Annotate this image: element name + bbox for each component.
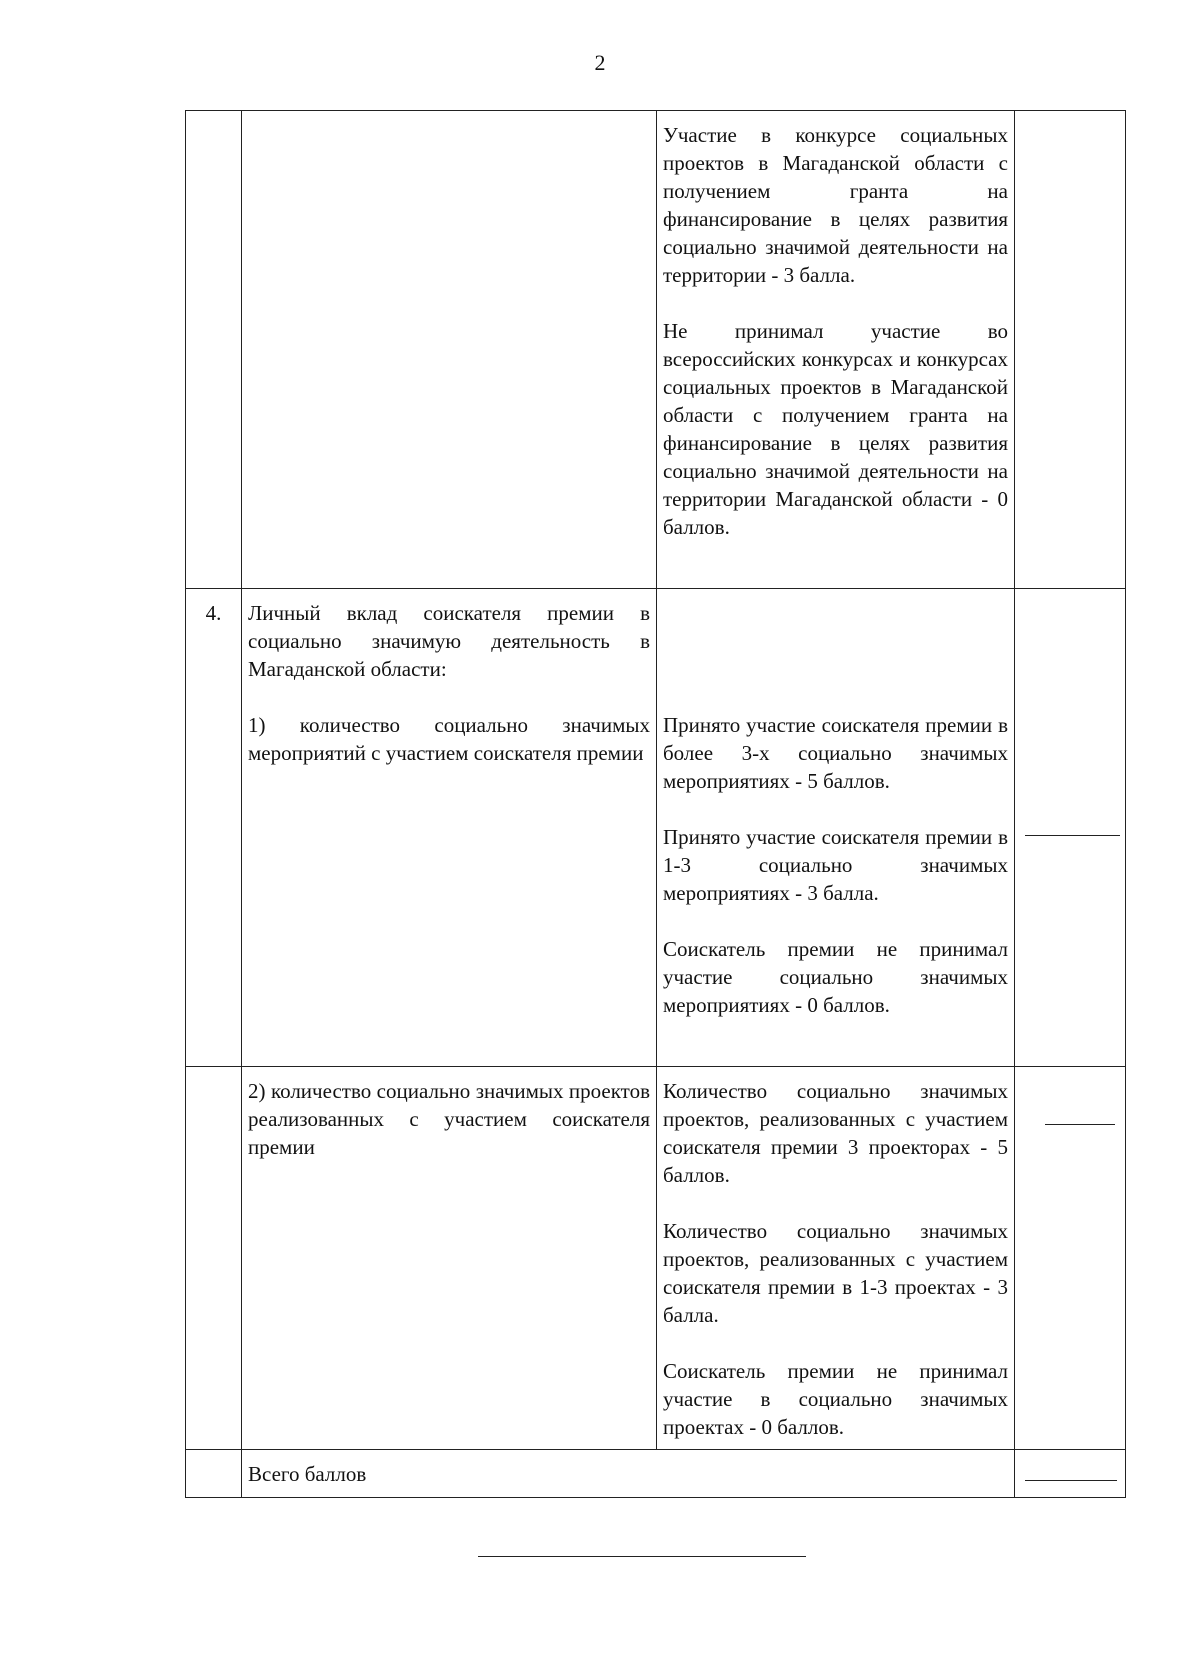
score-option: Соискатель премии не принимал участие в социально значимых проектах - 0 баллов. — [663, 1359, 1008, 1439]
row-number-cell — [186, 1450, 242, 1498]
criterion-cell — [242, 1067, 657, 1450]
table-row — [186, 1450, 1126, 1498]
criteria-table — [185, 110, 1126, 1498]
score-value-cell — [1015, 589, 1126, 1067]
score-option: Участие в конкурсе социальных проектов в Магаданской области с получением гранта на финансирование в целях развития социально значимой деятельности на территории - 3 балла. — [663, 123, 1008, 287]
score-option: Принято участие соискателя премии в 1-3 социально значимых мероприятиях - 3 балла. — [663, 825, 1008, 905]
score-description-cell — [657, 111, 1015, 589]
score-option: Количество социально значимых проектов, реализованных с участием соискателя премии в 1-3 проектах - 3 балла. — [663, 1219, 1008, 1327]
score-blank-line — [1025, 1480, 1117, 1481]
score-value-cell — [1015, 111, 1126, 589]
table-row — [186, 111, 1126, 589]
score-option: Количество социально значимых проектов, реализованных с участием соискателя премии 3 проекторах - 5 баллов. — [663, 1079, 1008, 1187]
table-row — [186, 589, 1126, 1067]
score-description-cell — [657, 589, 1015, 1067]
score-option: Принято участие соискателя премии в более 3-х социально значимых мероприятиях - 5 баллов. — [663, 713, 1008, 793]
criterion-cell — [242, 111, 657, 589]
score-blank-line — [1045, 1124, 1115, 1125]
score-option: Соискатель премии не принимал участие социально значимых мероприятиях - 0 баллов. — [663, 937, 1008, 1017]
criterion-subitem: 1) количество социально значимых мероприятий с участием соискателя премии — [248, 713, 650, 765]
table-row — [186, 1067, 1126, 1450]
footer-divider — [478, 1556, 806, 1557]
criterion-subitem: 2) количество социально значимых проектов реализованных с участием соискателя премии — [248, 1079, 650, 1159]
page-number: 2 — [594, 50, 606, 75]
spacer — [663, 627, 1008, 655]
spacer — [663, 683, 1008, 711]
row-number-cell — [186, 1067, 242, 1450]
total-score-cell — [1015, 1450, 1126, 1498]
spacer — [663, 655, 1008, 683]
score-option: Не принимал участие во всероссийских конкурсах и конкурсах социальных проектов в Магаданской области с получением гранта на финансирование в целях развития социально значимой деятельности на территории Магаданской области - 0 баллов. — [663, 319, 1008, 539]
spacer — [663, 599, 1008, 627]
score-blank-line — [1025, 835, 1120, 836]
row-number-cell — [186, 111, 242, 589]
row-number-cell: 4. — [186, 589, 242, 1067]
score-description-cell — [657, 1067, 1015, 1450]
total-label-cell: Всего баллов — [242, 1450, 1015, 1498]
criterion-cell — [242, 589, 657, 1067]
score-value-cell — [1015, 1067, 1126, 1450]
criterion-heading: Личный вклад соискателя премии в социально значимую деятельность в Магаданской области: — [248, 601, 650, 681]
